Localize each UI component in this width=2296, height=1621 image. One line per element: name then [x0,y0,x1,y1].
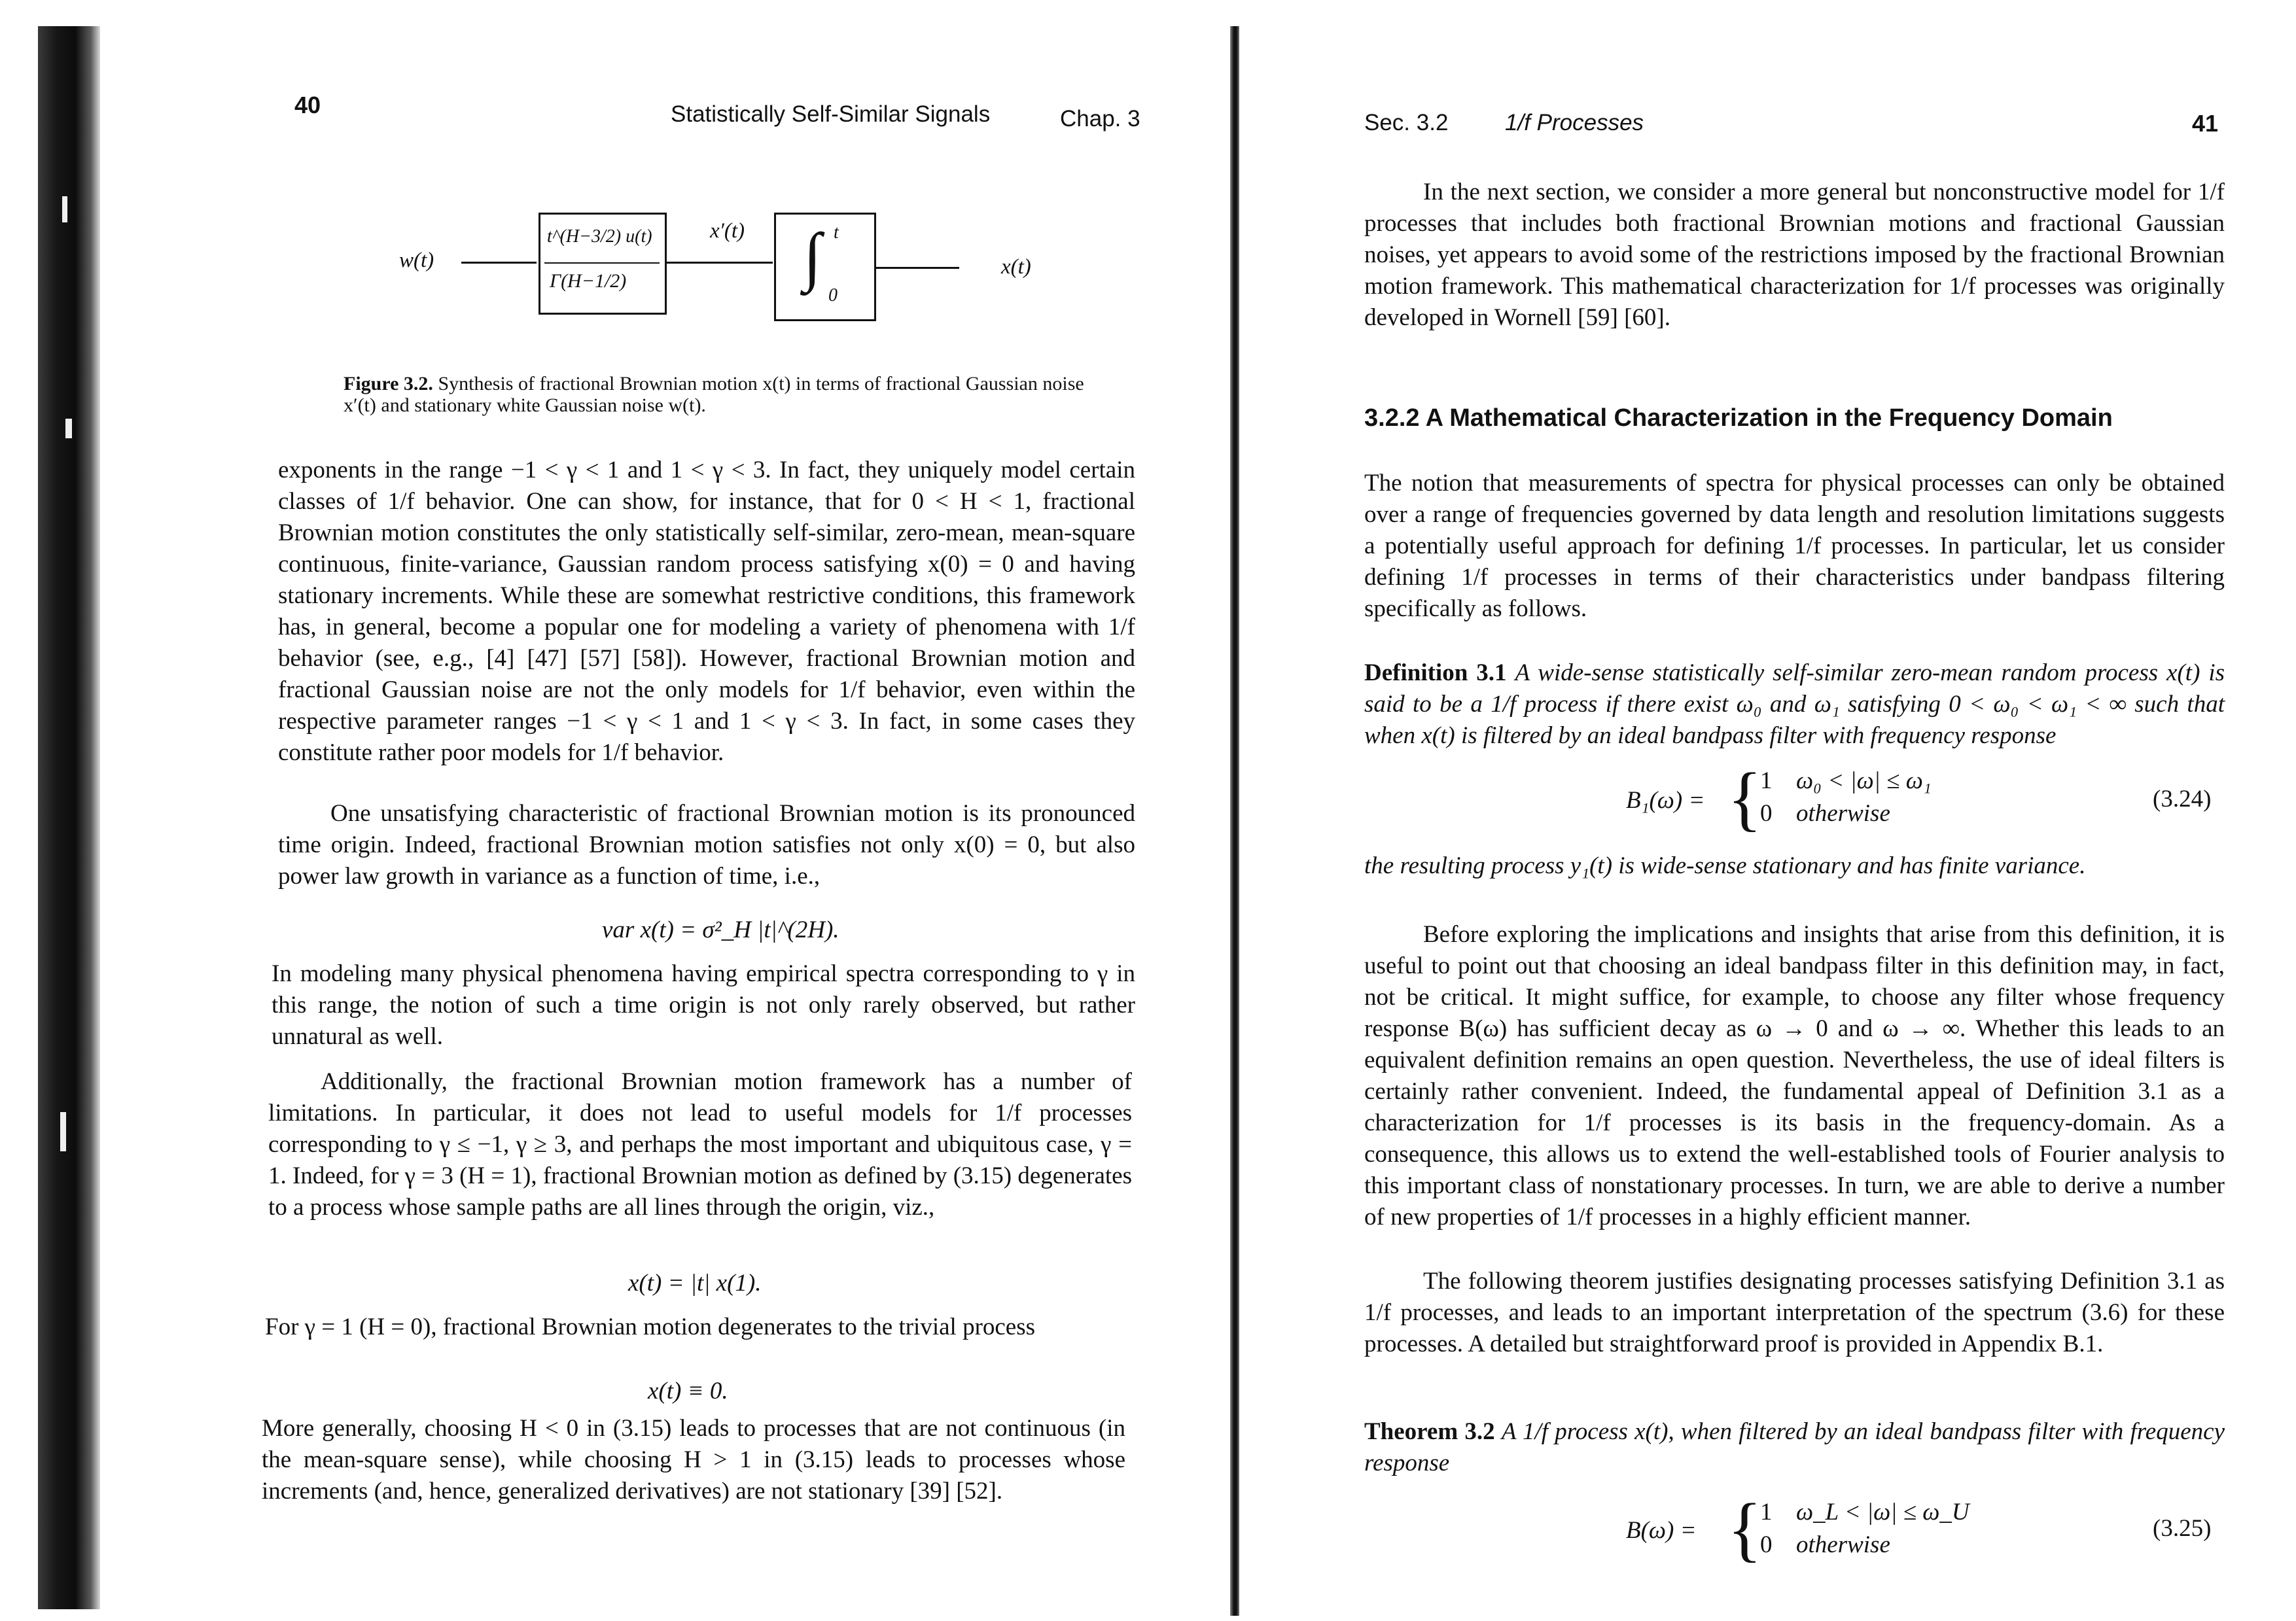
definition-block [1364,657,2225,752]
integral-sign: ∫ [804,220,822,292]
binding-scratch [62,196,67,222]
eq-b1-lhs: B₁(ω) = [1626,787,1705,814]
eq-b-case1-value: 1 [1760,1499,1773,1525]
page-gutter [1230,26,1239,1616]
integrator-box [774,213,876,321]
eq-b-number: (3.25) [2153,1515,2212,1542]
figure-caption [344,373,1103,416]
paragraph: In the next section, we consider a more general but nonconstructive model for 1/f processes that includes both fractional Brownian motions and fractional Gaussian noises, yet appears to avoid some of the restrictions imposed by the fractional Brownian motion framework. This mathematical characterization for 1/f processes was originally developed in Wornell [59] [60]. [1364,179,2225,331]
paragraph: More generally, choosing H < 0 in (3.15) leads to processes that are not continuous (in the mean-square sense), while choosing H > 1 in (3.15) leads to processes whose increments (and, hence, generalized derivatives) are not stationary [39] [52]. [262,1415,1125,1505]
output-arrow [874,267,959,269]
paragraph: Additionally, the fractional Brownian motion framework has a number of limitations. In particular, it does not lead to useful models for 1/f processes corresponding to γ ≤ −1, γ ≥ 3, and perhaps the most important and ubiquitous case, γ = 1. Indeed, for γ = 3 (H = 1), fractional Brownian motion as defined by (3.15) degenerates to a process whose sample paths are all lines through the origin, viz., [268,1068,1132,1221]
input-arrow [461,262,537,264]
definition-tail: the resulting process y₁(t) is wide-sense stationary and has finite variance. [1364,852,2086,879]
binding-scratch [60,1112,66,1151]
integral-upper: t [834,222,839,243]
paragraph: One unsatisfying characteristic of fractional Brownian motion is its pronounced time origin. Indeed, fractional Brownian motion satisfies not only x(0) = 0, but also power law growth in variance as a function of time, i.e., [278,800,1135,890]
equation-lines: x(t) = |t| x(1). [628,1270,762,1297]
intermediate-label: x′(t) [710,219,745,243]
eq-b-brace: { [1727,1489,1762,1569]
theorem-label: Theorem 3.2 [1364,1418,1495,1445]
integral-lower: 0 [828,285,838,305]
definition-label: Definition 3.1 [1364,659,1507,686]
equation-variance: var x(t) = σ²_H |t|^(2H). [602,916,839,943]
binding-scratch [65,419,72,438]
paragraph: Before exploring the implications and insights that arise from this definition, it is useful to point out that choosing an ideal bandpass filter in this definition may, in fact, not be critical. It might suffice, for example, to choose any filter whose frequency response B(ω) has sufficient decay as ω → 0 and ω → ∞. Whether this leads to an equivalent definition remains an open question. Nevertheless, the use of ideal filters is certainly rather convenient. Indeed, the fundamental appeal of Definition 3.1 as a characterization for 1/f processes is its basis in the frequency-domain. As a consequence, this allows us to extend the well-established tools of Fourier analysis to this important class of nonstationary processes. In turn, we are able to derive a number of new properties of 1/f processes in a highly efficient manner. [1364,921,2225,1230]
subsection-heading: 3.2.2 A Mathematical Characterization in the Frequency Domain [1364,404,2113,432]
output-label: x(t) [1001,255,1031,279]
filter-denominator: Γ(H−1/2) [550,270,627,292]
section-title: 1/f Processes [1505,110,1644,135]
middle-arrow [665,262,773,264]
caption-text: Synthesis of fractional Brownian motion x(t) in terms of fractional Gaussian noise x′(t) and stationary white Gaussian noise w(t). [344,373,1084,416]
eq-b1-case2-value: 0 [1760,800,1773,827]
chapter-label: Chap. 3 [1060,106,1140,131]
filter-box [539,213,667,315]
equation-zero: x(t) ≡ 0. [648,1378,728,1404]
eq-b1-number: (3.24) [2153,786,2212,812]
filter-numerator: t^(H−3/2) u(t) [547,226,652,247]
page-number: 41 [2192,110,2219,137]
paragraph: The notion that measurements of spectra for physical processes can only be obtained over a range of frequencies governed by data length and resolution limitations suggests a potentially useful approach for defining 1/f processes. In particular, let us consider defining 1/f processes in terms of their characteristics under bandpass filtering specifically as follows. [1364,470,2225,622]
page-number: 40 [294,92,321,118]
eq-b1-case1-cond: ω₀ < |ω| ≤ ω₁ [1796,767,1932,794]
theorem-text: A 1/f process x(t), when filtered by an ideal bandpass filter with frequency response [1364,1418,2225,1476]
binding-shadow [38,26,100,1609]
paragraph: exponents in the range −1 < γ < 1 and 1 < γ < 3. In fact, they uniquely model certain classes of 1/f behavior. One can show, for instance, that for 0 < H < 1, fractional Brownian motion constitutes the only statistically self-similar, zero-mean, mean-square continuous, finite-variance, Gaussian random process satisfying x(0) = 0 and having stationary increments. While these are somewhat restrictive conditions, this framework has, in general, become a popular one for modeling a variety of phenomena with 1/f behavior (see, e.g., [4] [47] [57] [58]). However, fractional Brownian motion and fractional Gaussian noise are not the only models for 1/f behavior, even within the respective parameter ranges −1 < γ < 1 and 1 < γ < 3. In fact, in some cases they constitute rather poor models for 1/f behavior. [278,457,1135,766]
caption-label: Figure 3.2. [344,373,433,394]
eq-b-case2-cond: otherwise [1796,1531,1890,1558]
eq-b-case1-cond: ω_L < |ω| ≤ ω_U [1796,1499,1969,1525]
eq-b-case2-value: 0 [1760,1531,1773,1558]
section-label: Sec. 3.2 [1364,110,1449,135]
fraction-bar [544,262,660,264]
paragraph: For γ = 1 (H = 0), fractional Brownian motion degenerates to the trivial process [265,1314,1036,1340]
theorem-block [1364,1416,2225,1479]
paragraph: The following theorem justifies designating processes satisfying Definition 3.1 as 1/f processes, and leads to an important interpretation of the spectrum (3.6) for these processes. A detailed but straightforward proof is provided in Appendix B.1. [1364,1268,2225,1357]
running-title: Statistically Self-Similar Signals [671,101,991,127]
definition-text: A wide-sense statistically self-similar zero-mean random process x(t) is said to be a 1/f process if there exist ω₀ and ω₁ satisfying 0 < ω₀ < ω₁ < ∞ such that when x(t) is filtered by an ideal bandpass filter with frequency response [1364,659,2225,749]
eq-b-lhs: B(ω) = [1626,1517,1697,1544]
input-label: w(t) [399,249,434,272]
eq-b1-brace: { [1727,758,1762,838]
eq-b1-case1-value: 1 [1760,767,1773,794]
eq-b1-case2-cond: otherwise [1796,800,1890,827]
paragraph: In modeling many physical phenomena having empirical spectra corresponding to γ in this range, the notion of such a time origin is not only rarely observed, but rather unnatural as well. [272,960,1135,1050]
